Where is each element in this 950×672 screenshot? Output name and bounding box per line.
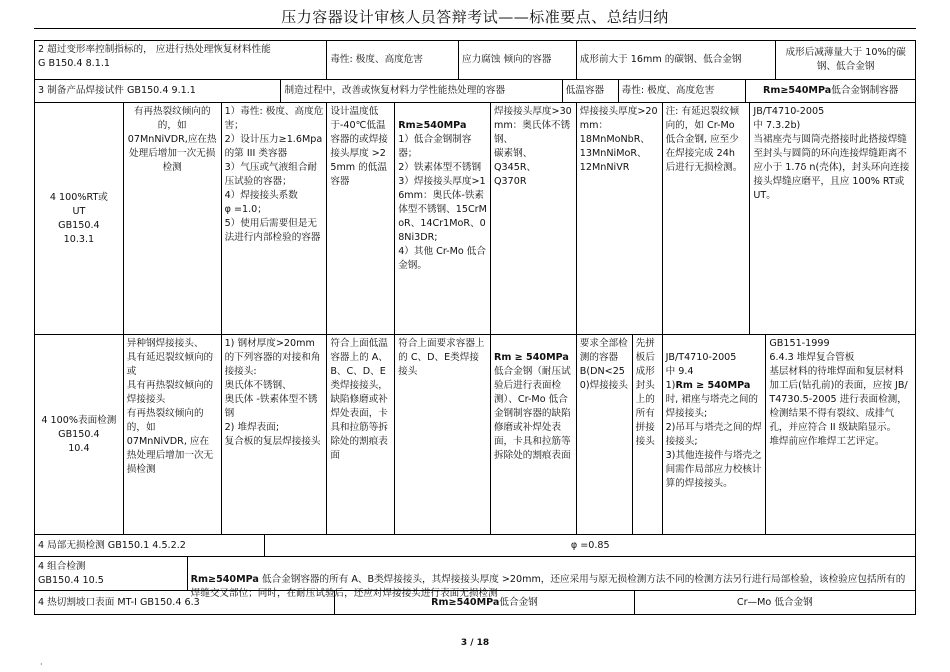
row3-label: 4 100%RT或 UT GB150.4 10.3.1 xyxy=(49,191,108,245)
row5-item: 4 局部无损检测 GB150.1 4.5.2.2 xyxy=(38,539,186,551)
row4-jb-prefix: JB/T4710-2005 中 9.4 1) xyxy=(665,352,737,391)
row6-strength-text: 低合金钢容器的所有 A、B类焊接接头，其焊接接头厚度 >20mm，还应采用与原无损检测方法不同的检测方法另行进行局部检验，该检验应包括所有的焊缝交叉部位；同时，在耐压试验后，还应对焊接接头进行表面无损检测 xyxy=(190,574,906,599)
table-row xyxy=(34,103,916,335)
page-number: 3 / 18 xyxy=(460,638,490,648)
row4-low-temp-joints: 符合上面低温容器上的 A、B、C、D、E类焊接接头，缺陷修磨或补焊处表面，卡具和拉筋等拆除处的割痕表面 xyxy=(326,335,394,534)
table-row xyxy=(34,80,916,103)
row3-strength-value: Rm≥540MPa xyxy=(398,120,467,131)
title-underline xyxy=(34,28,916,29)
row3-strength-text: 1）低合金钢制容器； 2）铁素体型不锈钢 3）焊接接头厚度>16mm：奥氏体-铁素体型不锈钢、15CrMoR、14Cr1MoR、08Ni3DR; 4）其他 Cr-Mo 低合金钢。 xyxy=(398,134,487,271)
row2-item: 3 制备产品焊接试件 GB150.4 9.1.1 xyxy=(38,85,196,96)
row4-label: 4 100%表面检测 GB150.4 10.4 xyxy=(41,414,117,454)
row4-cde-joints: 符合上面要求容器上的 C、D、E类焊接接头 xyxy=(394,335,490,534)
row6-combined-inspection xyxy=(187,557,915,599)
row3-delayed-crack: 注: 有延迟裂纹倾向的，如 Cr-Mo 低合金钢, 应至少在焊接完成 24h 后进行无损检测。 xyxy=(662,103,750,334)
row7-strength-text: 低合金钢 xyxy=(499,596,538,608)
row4-head-joints: 先拼板后成形封头上的所有拼接接头 xyxy=(632,335,662,534)
row4-jb-skirt xyxy=(662,335,766,534)
row3-thickness-20: 焊接接头厚度>20mm： 18MnMoNbR、 13MnNiMoR、 12MnNiVR xyxy=(576,103,662,334)
row2-low-temperature: 低温容器 xyxy=(562,80,618,102)
row7-cr-mo: Cr—Mo 低合金钢 xyxy=(634,591,915,614)
document-title: 压力容器设计审核人员答辩考试——标准要点、总结归纳 xyxy=(281,8,669,26)
row1-thickness-before-forming: 成形前大于 16mm 的碳钢、低合金钢 xyxy=(576,41,776,79)
row1-toxicity: 毒性: 极度、高度危害 xyxy=(326,41,458,79)
row1-item: 2 超过变形率控制指标的， 应进行热处理恢复材料性能 G B150.4 8.1.1 xyxy=(38,44,271,69)
standards-table xyxy=(34,40,916,615)
row4-high-strength xyxy=(490,335,576,534)
row1-thinning-after-forming: 成形后减薄量大于 10%的碳钢、低合金钢 xyxy=(775,41,915,79)
row6-item: 4 组合检测 GB150.4 10.5 xyxy=(38,560,104,586)
row3-reheat-crack: 有再热裂纹倾向的的，如 07MnNiVDR,应在热处理后增加一次无损检测 xyxy=(123,103,221,334)
row7-high-strength xyxy=(334,591,633,614)
row3-jb-note: JB/T4710-2005 中 7.3.2b) 当裙座壳与圆筒壳搭接时此搭接焊缝至封头与圆筒的环向连接焊缝距离不应小于 1.7δ n(壳体)，封头环向连接接头焊缝应磨平，且应 100% RT或 UT。 xyxy=(749,103,915,334)
row4-full-inspection: 要求全部检测的容器 B(DN<250)焊接接头 xyxy=(576,335,632,534)
row4-strength-text: 低合金钢（耐压试验后进行表面检测）、Cr-Mo 低合金钢制容器的缺陷修磨或补焊处表面，卡具和拉筋等拆除处的割痕表面 xyxy=(493,366,571,461)
row3-conditions: 1）毒性: 极度、高度危害； 2）设计压力≥1.6Mpa 的第 III 类容器 3）气压或气液组合耐压试验的容器； 4）焊接接头系数 φ =1.0； 5）使用后需要但是无法进行内部检验的容器 xyxy=(221,103,327,334)
row6-strength-value: Rm≥540MPa xyxy=(190,574,259,585)
page-dot: · xyxy=(40,660,43,669)
row4-dissimilar-steel: 异种钢焊接接头、 具有延迟裂纹倾向的或 具有再热裂纹倾向的焊接接头 有再热裂纹倾向的的，如 07MnNiVDR, 应在热处理后增加一次无损检测 xyxy=(123,335,221,534)
row3-low-temp: 设计温度低于-40℃低温容器的或焊接接头厚度 >25mm 的低温容器 xyxy=(326,103,394,334)
row2-toxicity: 毒性: 极度、高度危害 xyxy=(618,80,746,102)
row4-gb151-note: GB151-1999 6.4.3 堆焊复合管板 基层材料的待堆焊面和复层材料加工后(钻孔前)的表面，应按 JB/T4730.5-2005 进行表面检测，检测结果不得有裂纹、成排气孔，并应符合 II 级缺陷显示。 堆焊前应作堆焊工艺评定。 xyxy=(765,335,915,534)
table-row xyxy=(34,535,916,557)
row2-strength-value: Rm≥540MPa xyxy=(762,85,832,96)
row2-strength-text: 低合金钢制容器 xyxy=(831,85,899,96)
row4-thick-plates: 1) 钢材厚度>20mm 的下列容器的对接和角接接头: 奥氏体不锈钢、 奥氏体 -铁素体型不锈钢 2) 堆焊表面; 复合板的复层焊接接头 xyxy=(221,335,327,534)
table-row xyxy=(34,591,916,615)
row3-high-strength xyxy=(394,103,490,334)
row2-high-strength xyxy=(745,80,915,102)
row4-jb-text: 时, 裙座与塔壳之间的焊接接头; 2)吊耳与塔壳之间的焊接接头; 3)其他连接件与塔壳之间需作局部应力校核计算的焊接接头。 xyxy=(665,394,762,489)
row7-item: 4 热切割坡口表面 MT-I GB150.4 6.3 xyxy=(38,596,200,608)
row4-jb-strength: Rm ≥ 540MPa xyxy=(675,380,751,391)
row4-strength-value: Rm ≥ 540MPa xyxy=(493,352,569,363)
row5-joint-efficiency: φ =0.85 xyxy=(264,535,915,556)
row2-heat-treatment: 制造过程中，改善或恢复材料力学性能热处理的容器 xyxy=(280,80,561,102)
table-row xyxy=(34,557,916,599)
row7-strength-value: Rm≥540MPa xyxy=(431,596,500,608)
row1-stress-corrosion: 应力腐蚀 倾向的容器 xyxy=(458,41,576,79)
table-row xyxy=(34,40,916,80)
table-row xyxy=(34,335,916,535)
row3-thickness-30: 焊接接头厚度>30mm：奥氏体不锈钢、 碳素钢、 Q345R、 Q370R xyxy=(490,103,576,334)
